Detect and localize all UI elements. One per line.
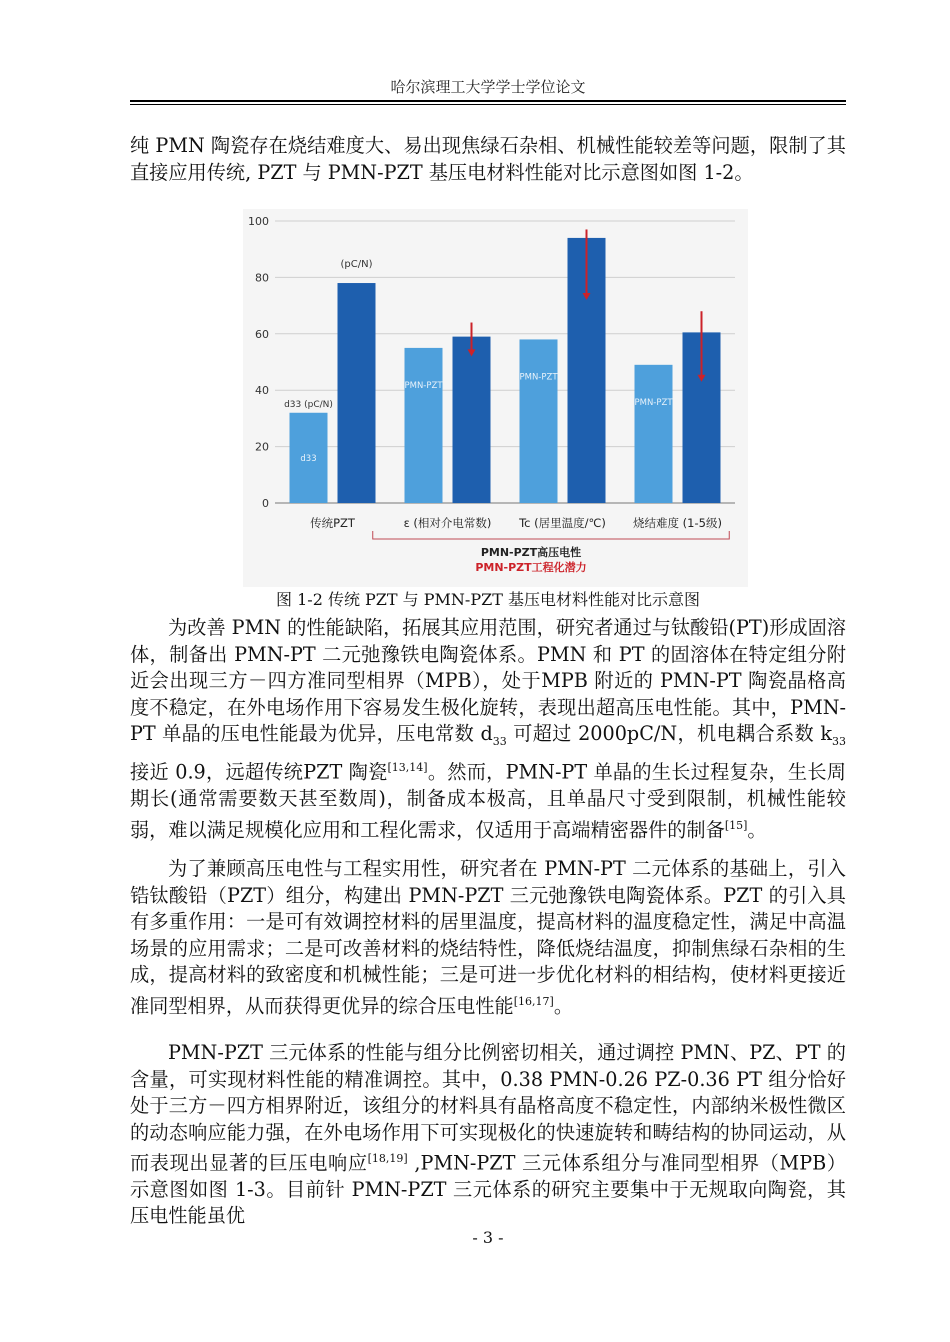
y-tick-label: 80 [255, 271, 269, 285]
page-number: - 3 - [472, 1228, 504, 1247]
bar-inner-label: PMN-PZT [634, 397, 673, 408]
header-rule-thin [130, 104, 846, 105]
bar-inner-label: PMN-PZT [404, 380, 443, 391]
bar-inner-label: PMN-PZT [519, 372, 558, 383]
running-header: 哈尔滨理工大学学士学位论文 [390, 78, 586, 96]
bar-series2-1 [338, 283, 376, 503]
figure-1-2 [243, 209, 748, 587]
unit-annotation: (pC/N) [340, 259, 373, 271]
paragraph-3: 为了兼顾高压电性与工程实用性，研究者在 PMN-PT 二元体系的基础上，引入锆钛酸铅（PZT）组分，构建出 PMN-PZT 三元弛豫铁电陶瓷体系。PZT 的引入具有多重作用：一是可有效调控材料的居里温度，提高材料的温度稳定性，满足中高温场景的应用需求；二是可改善材料的烧结特性，降低烧结温度，抑制焦绿石杂相的生成，提高材料的致密度和机械性能；三是可进一步优化材料的相结构，使材料更接近准同型相界，从而获得更优异的综合压电性能[16,17]。 [130, 857, 846, 1017]
paragraph-2: 为改善 PMN 的性能缺陷，拓展其应用范围，研究者通过与钛酸铅(PT)形成固溶体，制备出 PMN-PT 二元弛豫铁电陶瓷体系。PMN 和 PT 的固溶体在特定组分附近会出现三方－四方准同型相界（MPB），处于MPB 附近的 PMN-PT 陶瓷晶格高度不稳定，在外电场作用下容易发生极化旋转，表现出超高压电性能。其中，PMN-PT 单晶的压电性能最为优异，压电常数 $d_{33}$ 可超过 2000pC/N，机电耦合系数 $k_{33}$ 接近 0.9，远超传统PZT 陶瓷[13,14]。然而，PMN-PT 单晶的生长过程复杂，生长周期长(通常需要数天甚至数周)，制备成本极高，且单晶尺寸受到限制，机械性能较弱，难以满足规模化应用和工程化需求，仅适用于高端精密器件的制备[15]。 [130, 616, 846, 842]
bar-chart [243, 209, 748, 587]
x-tick-label: Tc (居里温度/℃) [519, 516, 606, 530]
header-rule [130, 100, 846, 102]
bar-series2-2 [453, 337, 491, 503]
bar-series1-2 [405, 348, 443, 503]
figure-caption: 图 1-2 传统 PZT 与 PMN-PZT 基压电材料性能对比示意图 [276, 590, 700, 609]
x-tick-label: 烧结难度 (1-5级) [633, 516, 722, 530]
x-tick-label: ε (相对介电常数) [403, 516, 492, 530]
y-tick-label: 100 [248, 215, 269, 228]
y-tick-label: 20 [255, 440, 269, 454]
x-tick-label: 传统PZT [310, 516, 355, 530]
bar-series1-3 [520, 339, 558, 503]
y-tick-label: 40 [255, 384, 269, 398]
paragraph-4: PMN-PZT 三元体系的性能与组分比例密切相关，通过调控 PMN、PZ、PT 的含量，可实现材料性能的精准调控。其中，0.38 PMN-0.26 PZ-0.36 PT 组分恰好处于三方－四方相界附近，该组分的材料具有晶格高度不稳定性，内部纳米极性微区的动态响应能力强，在外电场作用下可实现极化的快速旋转和畴结构的协同运动，从而表现出显著的巨压电响应[18,19] ,PMN-PZT 三元体系组分与准同型相界（MPB）示意图如图 1-3。目前针 PMN-PZT 三元体系的研究主要集中于无规取向陶瓷，其压电性能虽优 [130, 1041, 847, 1228]
d33-annotation: d33 (pC/N) [284, 399, 333, 410]
bar-series1-4 [635, 365, 673, 503]
paragraph-1: 纯 PMN 陶瓷存在烧结难度大、易出现焦绿石杂相、机械性能较差等问题，限制了其直接应用传统, PZT 与 PMN-PZT 基压电材料性能对比示意图如图 1-2。 [130, 134, 846, 184]
bar-inner-label: d33 [300, 453, 317, 464]
y-tick-label: 60 [255, 327, 269, 341]
bracket-label-1: PMN-PZT高压电性 [480, 546, 582, 559]
bracket-label-2: PMN-PZT工程化潜力 [475, 561, 587, 574]
y-tick-label: 0 [262, 497, 269, 510]
